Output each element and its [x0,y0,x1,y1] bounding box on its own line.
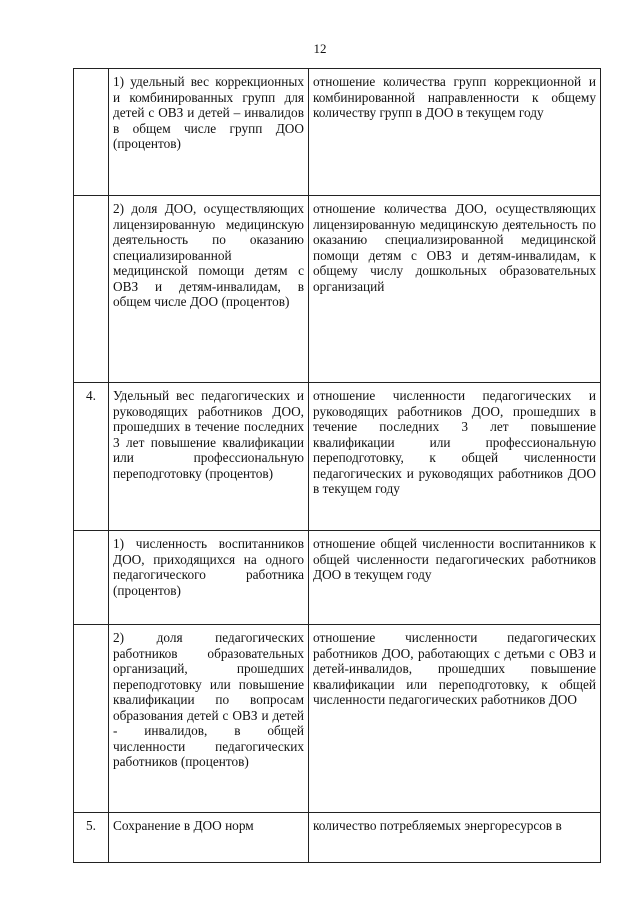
row-number: 4. [74,383,109,531]
row-number [74,69,109,196]
calculation-cell: отношение количества групп коррекционной и комбинированной направленности к общему количеству групп в ДОО в текущем году [309,69,601,196]
indicator-cell: Удельный вес педагогических и руководящих работников ДОО, прошедших в течение последних 3 лет повышение квалификации или профессиональную переподготовку (процентов) [109,383,309,531]
calculation-cell: количество потребляемых энергоресурсов в [309,813,601,863]
calculation-cell: отношение общей численности воспитанников к общей численности педагогических работников ДОО в текущем году [309,531,601,625]
row-number [74,531,109,625]
row-number [74,196,109,383]
table-row [74,813,601,863]
indicator-cell: 1) удельный вес коррекционных и комбинированных групп для детей с ОВЗ и детей – инвалидов в общем числе групп ДОО (процентов) [109,69,309,196]
table-row [74,69,601,196]
indicator-cell: 2) доля педагогических работников образовательных организаций, прошедших переподготовку или повышение квалификации по вопросам образования детей с ОВЗ и детей - инвалидов, в общей численности педагогических работников (процентов) [109,625,309,813]
table-row [74,383,601,531]
row-number: 5. [74,813,109,863]
indicator-cell: Сохранение в ДОО норм [109,813,309,863]
page-number: 12 [313,41,327,56]
calculation-cell: отношение количества ДОО, осуществляющих лицензированную медицинскую деятельность по оказанию специализированной медицинской помощи детям с ОВЗ и детям-инвалидам, к общему числу дошкольных образовательных организаций [309,196,601,383]
table-row [74,196,601,383]
table-row [74,625,601,813]
indicators-table [73,68,601,863]
indicator-cell: 1) численность воспитанников ДОО, приходящихся на одного педагогического работника (процентов) [109,531,309,625]
row-number [74,625,109,813]
calculation-cell: отношение численности педагогических работников ДОО, работающих с детьми с ОВЗ и детей-инвалидов, прошедших повышение квалификации или переподготовку, к общей численности педагогических работников ДОО [309,625,601,813]
indicator-cell: 2) доля ДОО, осуществляющих лицензированную медицинскую деятельность по оказанию специализированной медицинской помощи детям с ОВЗ и детям-инвалидам, в общем числе ДОО (процентов) [109,196,309,383]
table-row [74,531,601,625]
calculation-cell: отношение численности педагогических и руководящих работников ДОО, прошедших в течение последних 3 лет повышение квалификации или профессиональную переподготовку, к общей численности педагогических и руководящих работников ДОО в текущем году [309,383,601,531]
